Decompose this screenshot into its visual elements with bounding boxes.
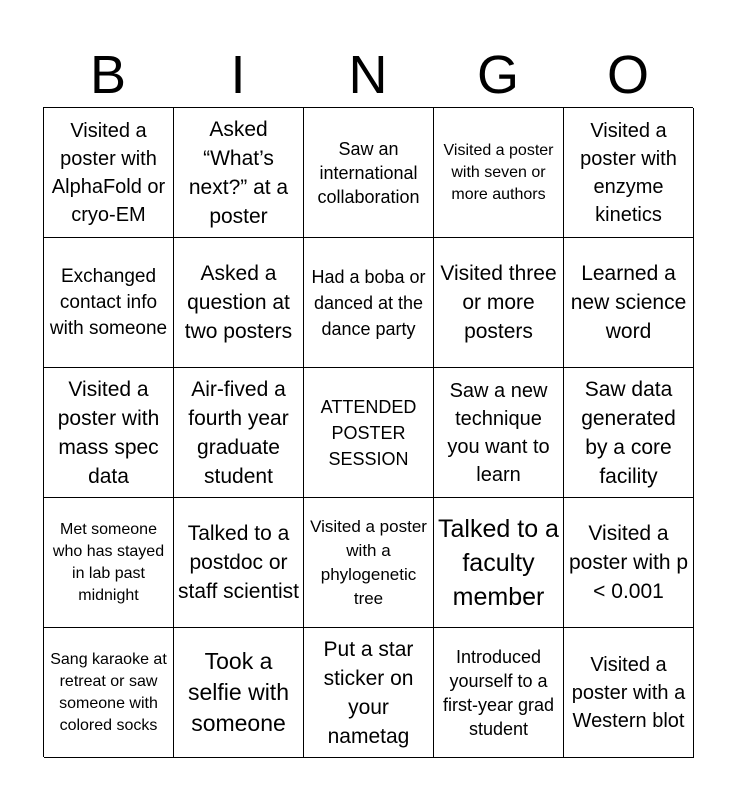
- bingo-cell-3-3[interactable]: [304, 368, 434, 498]
- cell-text: Visited a poster with a Western blot: [571, 653, 686, 732]
- bingo-cell-3-5[interactable]: [564, 368, 694, 498]
- header-letter-i: I: [230, 45, 246, 105]
- bingo-cell-1-3[interactable]: [304, 108, 434, 238]
- cell-text: Asked a question at two posters: [184, 262, 293, 343]
- cell-text: Visited three or more posters: [440, 262, 557, 343]
- cell-text: Air-fived a fourth year graduate student: [188, 377, 289, 488]
- bingo-header: [43, 42, 693, 108]
- bingo-cell-2-3[interactable]: [304, 238, 434, 368]
- bingo-cell-4-4[interactable]: [434, 498, 564, 628]
- bingo-cell-4-1[interactable]: [44, 498, 174, 628]
- bingo-cell-3-1[interactable]: [44, 368, 174, 498]
- cell-text: Had a boba or danced at the dance party: [311, 266, 426, 339]
- cell-text: Introduced yourself to a first-year grad student: [442, 646, 555, 739]
- bingo-cell-5-2[interactable]: [174, 628, 304, 758]
- bingo-cell-1-4[interactable]: [434, 108, 564, 238]
- bingo-cell-2-2[interactable]: [174, 238, 304, 368]
- bingo-cell-5-3[interactable]: [304, 628, 434, 758]
- bingo-cell-4-3[interactable]: [304, 498, 434, 628]
- cell-text: Talked to a postdoc or staff scientist: [178, 522, 299, 603]
- cell-text: Saw data generated by a core facility: [581, 377, 676, 488]
- bingo-cell-5-5[interactable]: [564, 628, 694, 758]
- cell-text: Exchanged contact info with someone: [49, 265, 168, 339]
- bingo-cell-4-2[interactable]: [174, 498, 304, 628]
- cell-text: Visited a poster with enzyme kinetics: [580, 119, 677, 226]
- header-letter-g: G: [476, 45, 519, 105]
- bingo-grid: [43, 107, 693, 757]
- header-letter-o: O: [606, 45, 649, 105]
- cell-text: Sang karaoke at retreat or saw someone with colored socks: [50, 650, 167, 734]
- cell-text: Visited a poster with AlphaFold or cryo-EM: [51, 119, 166, 226]
- cell-text: Took a selfie with someone: [188, 648, 289, 736]
- bingo-cell-2-1[interactable]: [44, 238, 174, 368]
- bingo-cell-1-5[interactable]: [564, 108, 694, 238]
- cell-text: Asked “What’s next?” at a poster: [188, 117, 289, 228]
- cell-text: Learned a new science word: [570, 262, 687, 343]
- bingo-cell-4-5[interactable]: [564, 498, 694, 628]
- header-letter-n: N: [348, 45, 388, 105]
- bingo-cell-3-2[interactable]: [174, 368, 304, 498]
- bingo-cell-2-4[interactable]: [434, 238, 564, 368]
- cell-text: Talked to a faculty member: [438, 514, 559, 611]
- cell-text: Put a star sticker on your nametag: [323, 637, 414, 748]
- cell-text: Visited a poster with a phylogenetic tree: [310, 516, 427, 608]
- cell-text: Met someone who has stayed in lab past midnight: [52, 520, 165, 604]
- bingo-cell-5-1[interactable]: [44, 628, 174, 758]
- cell-text: Visited a poster with seven or more authors: [443, 141, 554, 203]
- header-letter-b: B: [89, 45, 127, 105]
- cell-text: ATTENDED POSTER SESSION: [320, 396, 417, 469]
- bingo-cell-1-2[interactable]: [174, 108, 304, 238]
- cell-text: Saw a new technique you want to learn: [447, 379, 550, 486]
- cell-text: Visited a poster with mass spec data: [57, 377, 160, 488]
- cell-text: Saw an international collaboration: [317, 138, 420, 207]
- bingo-cell-1-1[interactable]: [44, 108, 174, 238]
- bingo-cell-3-4[interactable]: [434, 368, 564, 498]
- bingo-cell-5-4[interactable]: [434, 628, 564, 758]
- bingo-cell-2-5[interactable]: [564, 238, 694, 368]
- cell-text: Visited a poster with p < 0.001: [568, 522, 689, 603]
